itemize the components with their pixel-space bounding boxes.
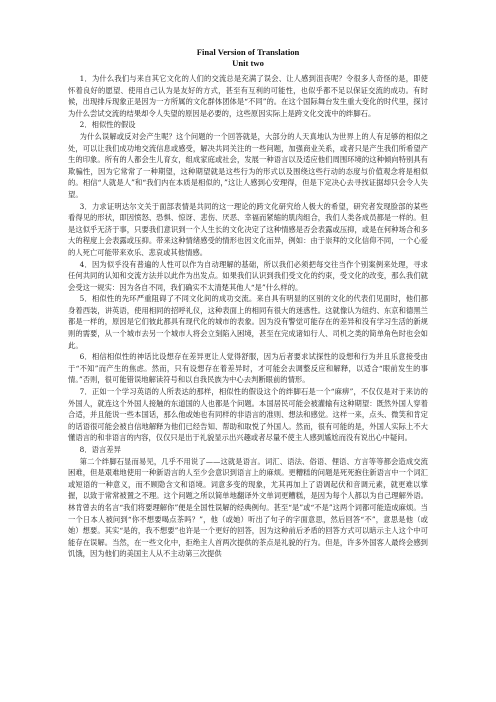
paragraph-4: 4．因为似乎没有普遍的人性可以作为自动理解的基础，所以我们必须把每交往当作个别案例来处理，寻求任何共同的认知和交流方法并以此作为出发点。如果我们认识到我们受文化的约束，受文化的改变，那么我们就会受这一规实：因为各自不同，我们确实不太清楚其他人“是”什么样的。 [68, 259, 428, 292]
paragraph-2: 为什么误解或反对会产生呢？这个问题的一个回答就是，大部分的人天真地认为世界上的人有足够的相似之处，可以让我们成功地交流信息或感受，解决共同关注的一些问题，加强商业关系，或者只是产生我们所希望产生的印象。所有的人都会生儿育女，组成家庭或社会，发展一种语言以及适应他们周围环境的这种倾向特别具有欺骗性，因为它常常了一种期望，这种期望就是这些行为的形式以及围绕这些行动的态度与价值观念将是相似的。相信“人就是人”和“我们内在本质是相似的，”这让人感到心安理得，但是下定决心去寻找证据却只会令人失望。 [68, 131, 428, 199]
document-title: Final Version of Translation [196, 47, 300, 57]
section-heading-similarity: 2．相似性的假设 [79, 120, 136, 130]
paragraph-7: 7．正如一个学习英语的人所表达的那样，相似性的假设这个的绊脚石是一个“麻痹”，不仅仅是对于来访的外国人，就连这个外国人接触的东道国的人也都是个问题。本国居民可能会被灌输有这种期望：既然外国人穿着合适，并且能说一些本国话，那么他或她也有同样的非语言的准则、想法和感觉。这样一来，点头、微笑和肯定的话语很可能会被自信地解释为他们已经告知、帮助和取悦了外国人。然而，很有可能的是，外国人实际上不大懂语言的和非语言的内容，仅仅只是出于礼貌显示出兴趣或者尽量不使主人感到尴尬而没有说出心中疑问。 [68, 387, 428, 443]
document-body [68, 47, 428, 560]
paragraph-8: 第二个绊脚石显而易见，几乎不用说了——这就是语言。词汇、语法、俗语、俚语、方言等等都会造成交流困难，但是艰难地使用一种新语言的人至少会意识到语言上的麻烦。更糟糕的问题是死死抱住新语言中一个词汇或短语的一种意义，而不顾隐含文和语境。词意多变的现象，尤其再加上了语调起伏和音调元素，就更难以掌握，以致于常常被置之不理。这个问题之所以简单地翻译外文单词更糟糕，是因为每个人都以为自己理解外语。林肯曾去的名言“我们将要理解你”便是全国性误解的经典例句。甚至“是”或“不是”这两个词都可能造成麻烦。当一个日本人被问到“你不想要喝点茶吗？”，他（或她）听出了句子的字面意思，然后回答“不”，意思是他（或她）想要。其实“是的，我不想要”也许是一个更好的回答，因为这种前后矛盾的回答方式可以暗示主人这个中可能存在误解。当然，在一些文化中，拒绝主人首两次提供的茶点是礼貌的行为。但是，许多外国客人最终会感到饥饿，因为他们的美国主人从不主动第三次提供 [68, 456, 428, 559]
paragraph-5: 5．相似性的先环严重阻碍了不同文化间的成功交流。来自具有明显的区别的文化的代表们见面时，他们都身着西装，讲英语，使用相同的招呼礼仪，这种表面上的相同有很大的迷惑性。这就像认为纽约、东京和德黑兰都是一样的，原因是它们彼此都具有现代化的城市的表象。因为没有警觉可能存在的差异和没有学习生活的新规则的需要，从一个城市去另一个城市人将会立刻陷入困境，甚至在完成诸如行人、司机之类的简单角色时也会如此。 [68, 294, 428, 350]
paragraph-3: 3．力求证明达尔文关于面部表情是共同的这一理论的跨文化研究给人极大的希望，研究者发现脸部的某些看得见的形状，即因愤怒、恐惧、惊讶、悲伤、厌恶、幸福而紧缩的肌肉组合，我们人类各成员都是一样的。但是这似乎无济于事，只要我们意识到一个人生长的文化决定了这种情感是否会表露或压抑，或是在何种场合和多大的程度上会表露或压抑。带来这种情绪感受的情形也因文化而异，例如：由于崇拜的文化信仰不同，一个心爱的人死亡可能带来欢乐、悲哀或其他情感。 [68, 201, 428, 257]
paragraph-1: 1．为什么我们与来自其它文化的人们的交流总是充满了误会、让人感到沮丧呢？令很多人奇怪的是，即使怀着良好的愿望、使用自己认为是友好的方式，甚至有互利的可能性，也似乎都不足以保证交流的成功。有时候，出现排斥现象正是因为一方所属的文化群体团体是“不同”的。在这个国际舞台发生重大变化的时代里，探讨为什么尝试交流的结果却令人失望的原因是必要的，这些原因实际上是跨文化交流中的绊脚石。 [68, 74, 428, 118]
section-heading-language: 8．语言差异 [79, 445, 121, 454]
paragraph-6: 6．相信相似性的神话比设想存在差异更让人觉得舒服，因为后者要求试探性的设想和行为并且乐意接受由于“不知”而产生的焦虑。然而，只有设想存在着差异时，才可能会去调整反应和解释，以适合“眼前发生的事情。”否则，很可能错误地解读符号和以自我民族为中心去判断眼前的情形。 [68, 352, 428, 385]
document-subtitle: Unit two [232, 58, 264, 68]
